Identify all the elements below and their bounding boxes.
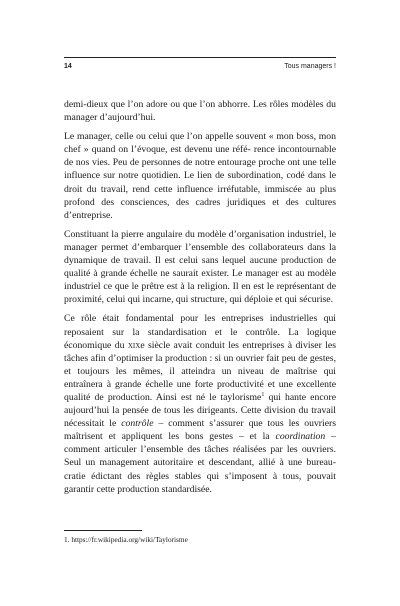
- italic-term: contrôle: [121, 418, 154, 430]
- paragraph: demi-dieux que l’on adore ou que l’on abhorre. Les rôles modèles du manager d’aujourd’hui.: [64, 99, 336, 124]
- text-run: – comment articuler l’ensemble des tâches réalisées par les ouvriers. Seul un management autoritaire et descendant, allié à une bureau- cratie édictant des règles stables qui s’imposent à tous, pouvait garantir cette production standardisée.: [64, 431, 336, 495]
- italic-term: coordination: [275, 431, 326, 443]
- page-number: 14: [64, 63, 72, 70]
- footnote-reference[interactable]: 1: [261, 391, 265, 398]
- running-title: Tous managers !: [284, 63, 336, 70]
- century-numeral: xix: [127, 339, 141, 351]
- paragraph: Le manager, celle ou celui que l’on appelle souvent « mon boss, mon chef » quand on l’évoque, est devenu une réfé- rence incontournable de nos vies. Peu de personnes de notre entourage proche ont une telle influence sur notre quotidien. Le lien de subordination, codé dans le droit du travail, rend cette influence irréfutable, immiscée au plus profond des consciences, des cadres juridiques et des cultures d’entreprise.: [64, 131, 336, 221]
- text-run: e siècle avait conduit les entreprises à diviser les tâches afin d’optimiser la production : si un ouvrier fait peu de gestes, et toujours les mêmes, il atteindra un niveau de maîtrise qui entraînera à grande échelle une forte productivité et une excellente qualité de production. Ainsi est né le taylorisme: [64, 339, 336, 403]
- footnote-number: 1.: [64, 535, 70, 544]
- paragraph: [64, 312, 336, 495]
- text-run: – comment s’assurer que tous les ouvriers maîtrisent et appliquent les bons gestes – et la: [64, 418, 337, 443]
- header-rule: [64, 57, 336, 58]
- paragraph: Constituant la pierre angulaire du modèle d’organisation industriel, le manager permet d’embarquer l’ensemble des collaborateurs dans la dynamique de travail. Il est celui sans lequel aucune production de qualité à grande échelle ne saurait exister. Le manager est au modèle industriel ce que le prêtre est à la religion. Il en est le représentant de proximité, celui qui incarne, qui structure, qui déploie et qui sécurise.: [64, 228, 336, 306]
- footnote-link[interactable]: https://fr.wikipedia.org/wiki/Taylorisme: [71, 535, 188, 544]
- text-run: qui hante encore aujourd’hui la pensée de tous les dirigeants. Cette division du travail nécessitait le: [64, 391, 337, 430]
- footnote: [64, 535, 336, 544]
- footnote-rule: [64, 530, 142, 531]
- body-text: [64, 98, 336, 502]
- text-run: Ce rôle était fondamental pour les entreprises industrielles qui reposaient sur la standardisation et le contrôle. La logique économique du: [64, 313, 336, 351]
